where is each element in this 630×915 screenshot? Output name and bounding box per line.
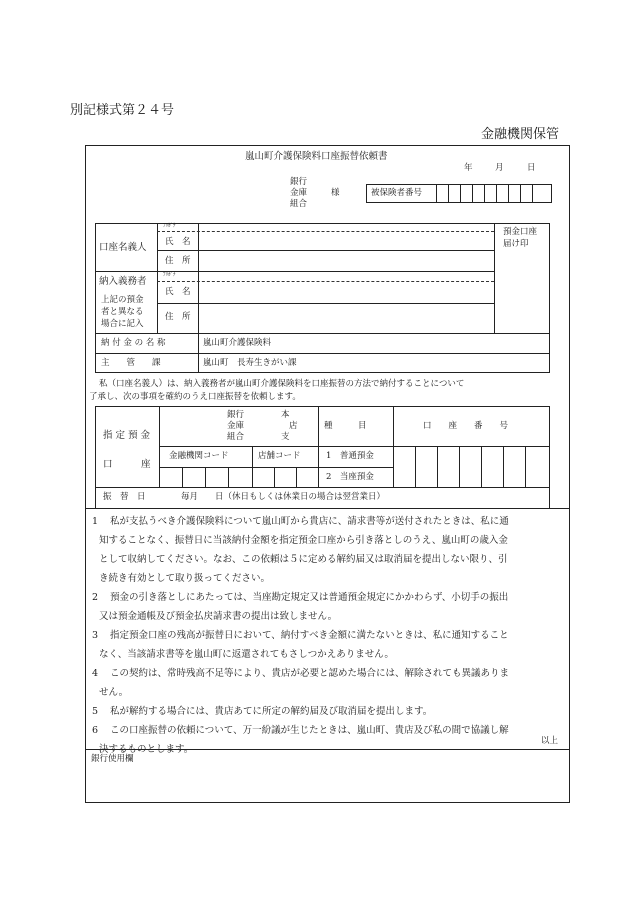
number-cell [415, 446, 416, 487]
digit-cell [508, 184, 509, 203]
number-cell [503, 446, 504, 487]
digit-cell [448, 184, 449, 203]
digit-cell [532, 184, 533, 203]
divider [436, 184, 437, 203]
divider [318, 467, 393, 468]
digit-cell [496, 184, 497, 203]
end-mark: 以上 [541, 736, 559, 746]
clause-line: せん。 [99, 687, 129, 698]
code-cell [205, 467, 206, 487]
payment-name-value: 嵐山町介護保険料 [203, 338, 272, 348]
date-year: 年 [464, 163, 473, 173]
clause-line: 指定預金口座の残高が振替日において、納付すべき金額に満たないときは、私に通知すること [110, 630, 509, 641]
bank-type-bank: 銀行 [227, 410, 245, 420]
bank-type-union: 組合 [227, 432, 245, 442]
clause-line: き続き有効として取り扱ってください。 [99, 573, 271, 584]
divider [95, 271, 494, 272]
clause-line: 又は預金通帳及び預金払戻請求書の提出は致しません。 [99, 611, 338, 622]
payer-name-label: 氏 名 [165, 287, 191, 297]
deposit-type-current: 2 当座預金 [326, 472, 374, 482]
date-day: 日 [527, 163, 536, 173]
divider [157, 250, 494, 251]
payer-note-3: 場合に記入 [101, 319, 144, 329]
form-title: 嵐山町介護保険料口座振替依頼書 [245, 151, 388, 162]
account-label: 口 座 [103, 459, 151, 470]
branch-type-branch: 支 [281, 432, 290, 442]
bank-type-bank: 銀行 [290, 177, 308, 187]
insured-number-label: 被保険者番号 [371, 188, 423, 198]
clause-line: この契約は、常時残高不足等により、貴店が必要と認めた場合には、解除されても異議ありま [110, 668, 510, 679]
digit-cell [484, 184, 485, 203]
divider [494, 223, 495, 333]
clause-line: 預金の引き落としにあたっては、当座勘定規定又は普通預金規定にかかわらず、小切手の振出 [110, 592, 509, 603]
clause-number: 1 [92, 516, 99, 527]
deposit-type-ordinary: 1 普通預金 [326, 451, 374, 461]
bank-code-label: 金融機関コード [169, 451, 229, 461]
furigana-label: ﾌﾘｶﾞﾅ [163, 272, 176, 278]
bank-type-shinkin: 金庫 [290, 188, 308, 198]
department-label: 主 管 課 [101, 358, 161, 368]
divider [157, 303, 494, 304]
honorific: 様 [331, 188, 340, 198]
payer-address-label: 住 所 [165, 312, 191, 322]
clause-number: 5 [92, 706, 99, 717]
clause-line: として収納してください。なお、この依頼は５に定める解約届又は取消届を提出しない限り、引 [99, 554, 508, 565]
divider [157, 223, 158, 333]
furigana-line [157, 281, 494, 282]
divider [85, 749, 570, 750]
furigana-line [157, 231, 494, 232]
number-cell [459, 446, 460, 487]
clause-number: 6 [92, 725, 99, 736]
code-cell [228, 467, 229, 487]
payer-note-1: 上記の預金 [101, 295, 144, 305]
clause-line: 私が支払うべき介護保険料について嵐山町から貴店に、請求書等が送付されたときは、私に通 [110, 516, 509, 527]
digit-cell [520, 184, 521, 203]
request-text-1: 私（口座名義人）は、納入義務者が嵐山町介護保険料を口座振替の方法で納付することについて [99, 379, 465, 389]
branch-type-main: 本 [281, 410, 290, 420]
clause-line: 知することなく、振替日に当該納付金額を指定預金口座から引き落としのうえ、嵐山町の歳入金 [99, 535, 508, 546]
divider [159, 446, 550, 447]
seal-label-2: 届け印 [503, 239, 529, 249]
holder-address-label: 住 所 [165, 256, 191, 266]
form-number: 別記様式第２４号 [70, 103, 175, 118]
clause-number: 2 [92, 592, 99, 603]
bank-type-union: 組合 [290, 199, 308, 209]
account-number-label: 口 座 番 号 [423, 421, 509, 431]
bank-use-label: 銀行使用欄 [91, 754, 134, 764]
furigana-label: ﾌﾘｶﾞﾅ [163, 223, 176, 229]
digit-cell [472, 184, 473, 203]
clause-line: この口座振替の依頼について、万一紛議が生じたときは、嵐山町、貴店及び私の間で協議し解 [110, 725, 509, 736]
department-value: 嵐山町 長寿生きがい課 [203, 358, 297, 368]
divider [95, 333, 550, 334]
code-cell [296, 467, 297, 487]
seal-label-1: 預金口座 [503, 227, 538, 237]
transfer-day-label: 振 替 日 [103, 492, 146, 502]
transfer-day-value: 毎月 日（休日もしくは休業日の場合は翌営業日） [181, 492, 386, 502]
holder-table [95, 223, 550, 373]
divider [95, 487, 550, 488]
number-cell [525, 446, 526, 487]
date-month: 月 [495, 163, 504, 173]
divider [252, 446, 253, 487]
payment-name-label: 納 付 金 の 名 称 [101, 338, 166, 348]
clause-line: 決するものとします。 [99, 744, 194, 755]
payer-note-2: 者と異なる [101, 307, 144, 317]
branch-code-label: 店舗コード [258, 451, 301, 461]
divider [85, 508, 570, 509]
holder-name-label: 氏 名 [165, 237, 191, 247]
number-cell [481, 446, 482, 487]
bank-type-shinkin: 金庫 [227, 421, 245, 431]
code-cell [274, 467, 275, 487]
payer-label: 納入義務者 [99, 276, 147, 287]
clause-line: なく、当該請求書等を嵐山町に返還されてもさしつかえありません。 [99, 649, 394, 660]
clause-number: 4 [92, 668, 99, 679]
digit-cell [460, 184, 461, 203]
clause-number: 3 [92, 630, 99, 641]
code-cell [182, 467, 183, 487]
clause-line: 私が解約する場合には、貴店あてに所定の解約届及び取消届を提出します。 [110, 706, 433, 717]
retention-label: 金融機関保管 [481, 127, 560, 142]
divider [95, 353, 550, 354]
branch-type-store: 店 [289, 421, 298, 431]
account-holder-label: 口座名義人 [99, 242, 147, 253]
number-cell [437, 446, 438, 487]
divider [198, 223, 199, 373]
type-label: 種 目 [324, 421, 367, 431]
request-text-2: 了承し、次の事項を確約のうえ口座振替を依頼します。 [89, 392, 301, 402]
designated-label: 指 定 預 金 [103, 430, 151, 441]
